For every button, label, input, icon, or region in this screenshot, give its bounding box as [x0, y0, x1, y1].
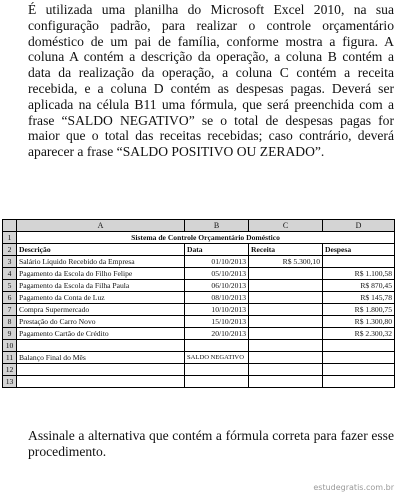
sheet-row	[3, 328, 395, 340]
sheet-row	[3, 364, 395, 376]
header-receita: Receita	[249, 244, 323, 256]
header-descricao: Descrição	[17, 244, 185, 256]
empty-cell	[185, 340, 249, 352]
empty-cell	[17, 376, 185, 388]
empty-cell	[185, 364, 249, 376]
column-headers	[3, 220, 395, 232]
header-data: Data	[185, 244, 249, 256]
cell-date: 20/10/2013	[185, 328, 249, 340]
cell-description: Prestação do Carro Novo	[17, 316, 185, 328]
cell-despesa: R$ 1.100,58	[323, 268, 395, 280]
cell-description: Pagamento da Conta de Luz	[17, 292, 185, 304]
sheet-row	[3, 304, 395, 316]
sheet-row	[3, 352, 395, 364]
sheet-row	[3, 376, 395, 388]
cell-despesa: R$ 2.300,32	[323, 328, 395, 340]
empty-cell	[249, 352, 323, 364]
sheet-row	[3, 340, 395, 352]
row-number: 1	[3, 232, 17, 244]
cell-date: 08/10/2013	[185, 292, 249, 304]
row-number: 10	[3, 340, 17, 352]
sheet-row	[3, 292, 395, 304]
sheet-row	[3, 316, 395, 328]
question-statement: É utilizada uma planilha do Microsoft Excel 2010, na sua configuração padrão, para realizar o controle orçamentário doméstico de um pai de família, conforme mostra a figura. A coluna A contém a descrição da operação, a coluna B contém a data da realização da operação, a coluna C contém a receita recebida, e a coluna D contém as despesas pagas. Deverá ser aplicada na célula B11 uma fórmula, que será preenchida com a frase “SALDO NEGATIVO” se o total de despesas pagas for maior que o total das receitas recebidas; caso contrário, deverá aparecer a frase “SALDO POSITIVO OU ZERADO”.	[28, 2, 394, 160]
cell-despesa: R$ 870,45	[323, 280, 395, 292]
row-number: 4	[3, 268, 17, 280]
row-number: 2	[3, 244, 17, 256]
empty-cell	[323, 364, 395, 376]
cell-description: Pagamento Cartão de Crédito	[17, 328, 185, 340]
row-number: 5	[3, 280, 17, 292]
sheet-row	[3, 268, 395, 280]
row-number: 9	[3, 328, 17, 340]
cell-description: Salário Líquido Recebido da Empresa	[17, 256, 185, 268]
cell-receita	[249, 304, 323, 316]
balance-label: Balanço Final do Mês	[17, 352, 185, 364]
cell-description: Compra Supermercado	[17, 304, 185, 316]
row-number: 6	[3, 292, 17, 304]
cell-description: Pagamento da Escola da Filha Paula	[17, 280, 185, 292]
cell-receita: R$ 5.300,10	[249, 256, 323, 268]
cell-date: 01/10/2013	[185, 256, 249, 268]
cell-receita	[249, 292, 323, 304]
empty-cell	[249, 340, 323, 352]
cell-receita	[249, 316, 323, 328]
cell-date: 10/10/2013	[185, 304, 249, 316]
column-header-c: C	[249, 220, 323, 232]
row-number: 3	[3, 256, 17, 268]
watermark: estudegratis.com.br	[313, 483, 394, 492]
cell-despesa: R$ 145,78	[323, 292, 395, 304]
cell-date: 15/10/2013	[185, 316, 249, 328]
cell-date: 05/10/2013	[185, 268, 249, 280]
cell-despesa	[323, 256, 395, 268]
cell-despesa: R$ 1.800,75	[323, 304, 395, 316]
row-number: 11	[3, 352, 17, 364]
sheet-row	[3, 244, 395, 256]
header-despesa: Despesa	[323, 244, 395, 256]
column-header-b: B	[185, 220, 249, 232]
empty-cell	[323, 376, 395, 388]
sheet-row	[3, 280, 395, 292]
sheet-title: Sistema de Controle Orçamentário Doméstico	[17, 232, 395, 244]
empty-cell	[185, 376, 249, 388]
sheet-row	[3, 232, 395, 244]
balance-value-b11: SALDO NEGATIVO	[185, 352, 249, 364]
empty-cell	[249, 376, 323, 388]
cell-receita	[249, 280, 323, 292]
sheet-row	[3, 256, 395, 268]
row-number: 13	[3, 376, 17, 388]
column-header-a: A	[17, 220, 185, 232]
cell-despesa: R$ 1.300,80	[323, 316, 395, 328]
empty-cell	[17, 364, 185, 376]
cell-receita	[249, 328, 323, 340]
row-number: 8	[3, 316, 17, 328]
empty-cell	[249, 364, 323, 376]
cell-date: 06/10/2013	[185, 280, 249, 292]
question-prompt: Assinale a alternativa que contém a fórmula correta para fazer esse procedimento.	[28, 428, 394, 459]
spreadsheet	[2, 219, 395, 388]
cell-description: Pagamento da Escola do Filho Felipe	[17, 268, 185, 280]
column-header-d: D	[323, 220, 395, 232]
cell-receita	[249, 268, 323, 280]
row-number: 12	[3, 364, 17, 376]
row-number: 7	[3, 304, 17, 316]
corner-cell	[3, 220, 17, 232]
empty-cell	[323, 340, 395, 352]
empty-cell	[323, 352, 395, 364]
empty-cell	[17, 340, 185, 352]
